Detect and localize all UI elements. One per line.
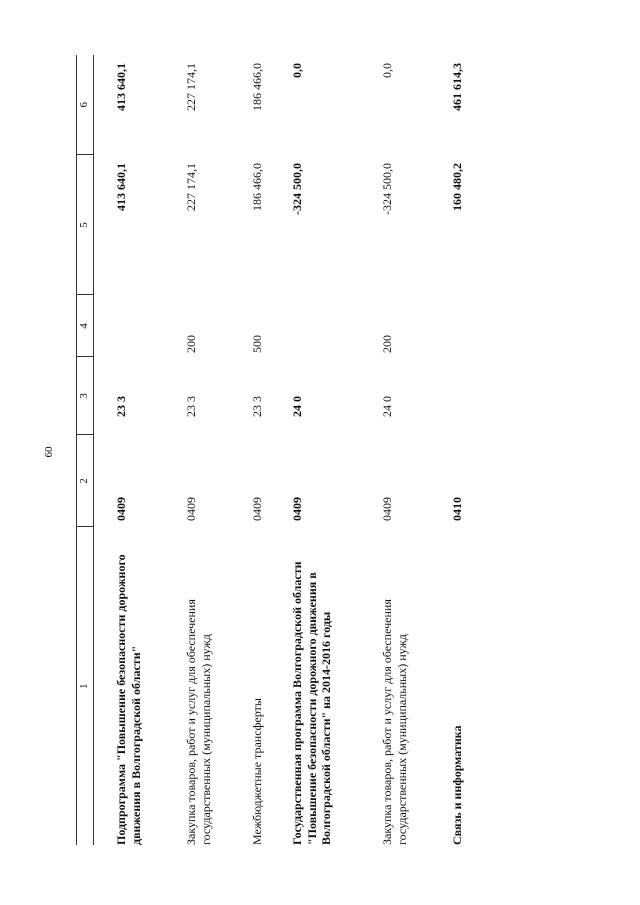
row-amount-5: 413 640,1 — [114, 163, 128, 211]
row-section: 0409 — [250, 497, 264, 521]
row-kind — [428, 295, 470, 357]
row-name: Межбюджетные трансферты — [250, 698, 264, 845]
table-row — [428, 55, 470, 845]
row-amount-5: -324 500,0 — [290, 163, 304, 215]
row-target: 24 0 — [290, 396, 304, 417]
row-target: 23 3 — [114, 396, 128, 417]
table-row — [94, 55, 161, 845]
row-name: Закупка товаров, работ и услуг для обеспечения государственных (муниципальных) нужд — [380, 599, 409, 845]
row-kind — [268, 295, 360, 357]
budget-table — [76, 55, 470, 845]
table-row — [268, 55, 360, 845]
row-amount-5: 227 174,1 — [184, 163, 198, 211]
row-section: 0410 — [450, 497, 464, 521]
row-amount-6: 413 640,1 — [114, 63, 128, 111]
row-amount-5: 186 466,0 — [250, 163, 264, 211]
row-kind: 200 — [184, 335, 198, 353]
header-col-6: 6 — [77, 55, 94, 155]
row-amount-6: 461 614,3 — [450, 63, 464, 111]
header-col-2: 2 — [77, 435, 94, 527]
row-section: 0409 — [380, 497, 394, 521]
table-row — [160, 55, 232, 845]
row-kind: 500 — [250, 335, 264, 353]
header-col-4: 4 — [77, 295, 94, 357]
page-number: 60 — [43, 446, 55, 458]
row-amount-6: 0,0 — [290, 63, 304, 78]
table-header-row — [77, 55, 94, 845]
row-target: 24 0 — [380, 396, 394, 417]
row-section: 0409 — [290, 497, 304, 521]
row-amount-5: -324 500,0 — [380, 163, 394, 215]
table-row — [360, 55, 428, 845]
row-amount-6: 0,0 — [380, 63, 394, 78]
header-col-3: 3 — [77, 357, 94, 435]
row-target: 23 3 — [184, 396, 198, 417]
row-kind: 200 — [380, 335, 394, 353]
row-name: Государственная программа Волгоградской области "Повышение безопасности дорожного движения в Волгоградской области" на 2014-2016 годы — [290, 561, 334, 845]
row-name: Связь и информатика — [450, 725, 464, 845]
budget-table-container — [76, 55, 566, 845]
row-section: 0409 — [184, 497, 198, 521]
row-target: 23 3 — [250, 396, 264, 417]
header-col-1: 1 — [77, 527, 94, 845]
row-section: 0409 — [114, 497, 128, 521]
row-amount-6: 186 466,0 — [250, 63, 264, 111]
row-target — [428, 357, 470, 435]
row-name: Закупка товаров, работ и услуг для обеспечения государственных (муниципальных) нужд — [184, 599, 213, 845]
row-kind — [94, 295, 161, 357]
row-amount-6: 227 174,1 — [184, 63, 198, 111]
rotated-table-frame — [76, 55, 566, 845]
header-col-5: 5 — [77, 155, 94, 295]
row-name: Подпрограмма "Повышение безопасности дорожного движения в Волгоградской области" — [114, 554, 143, 845]
row-amount-5: 160 480,2 — [450, 163, 464, 211]
table-row — [232, 55, 268, 845]
